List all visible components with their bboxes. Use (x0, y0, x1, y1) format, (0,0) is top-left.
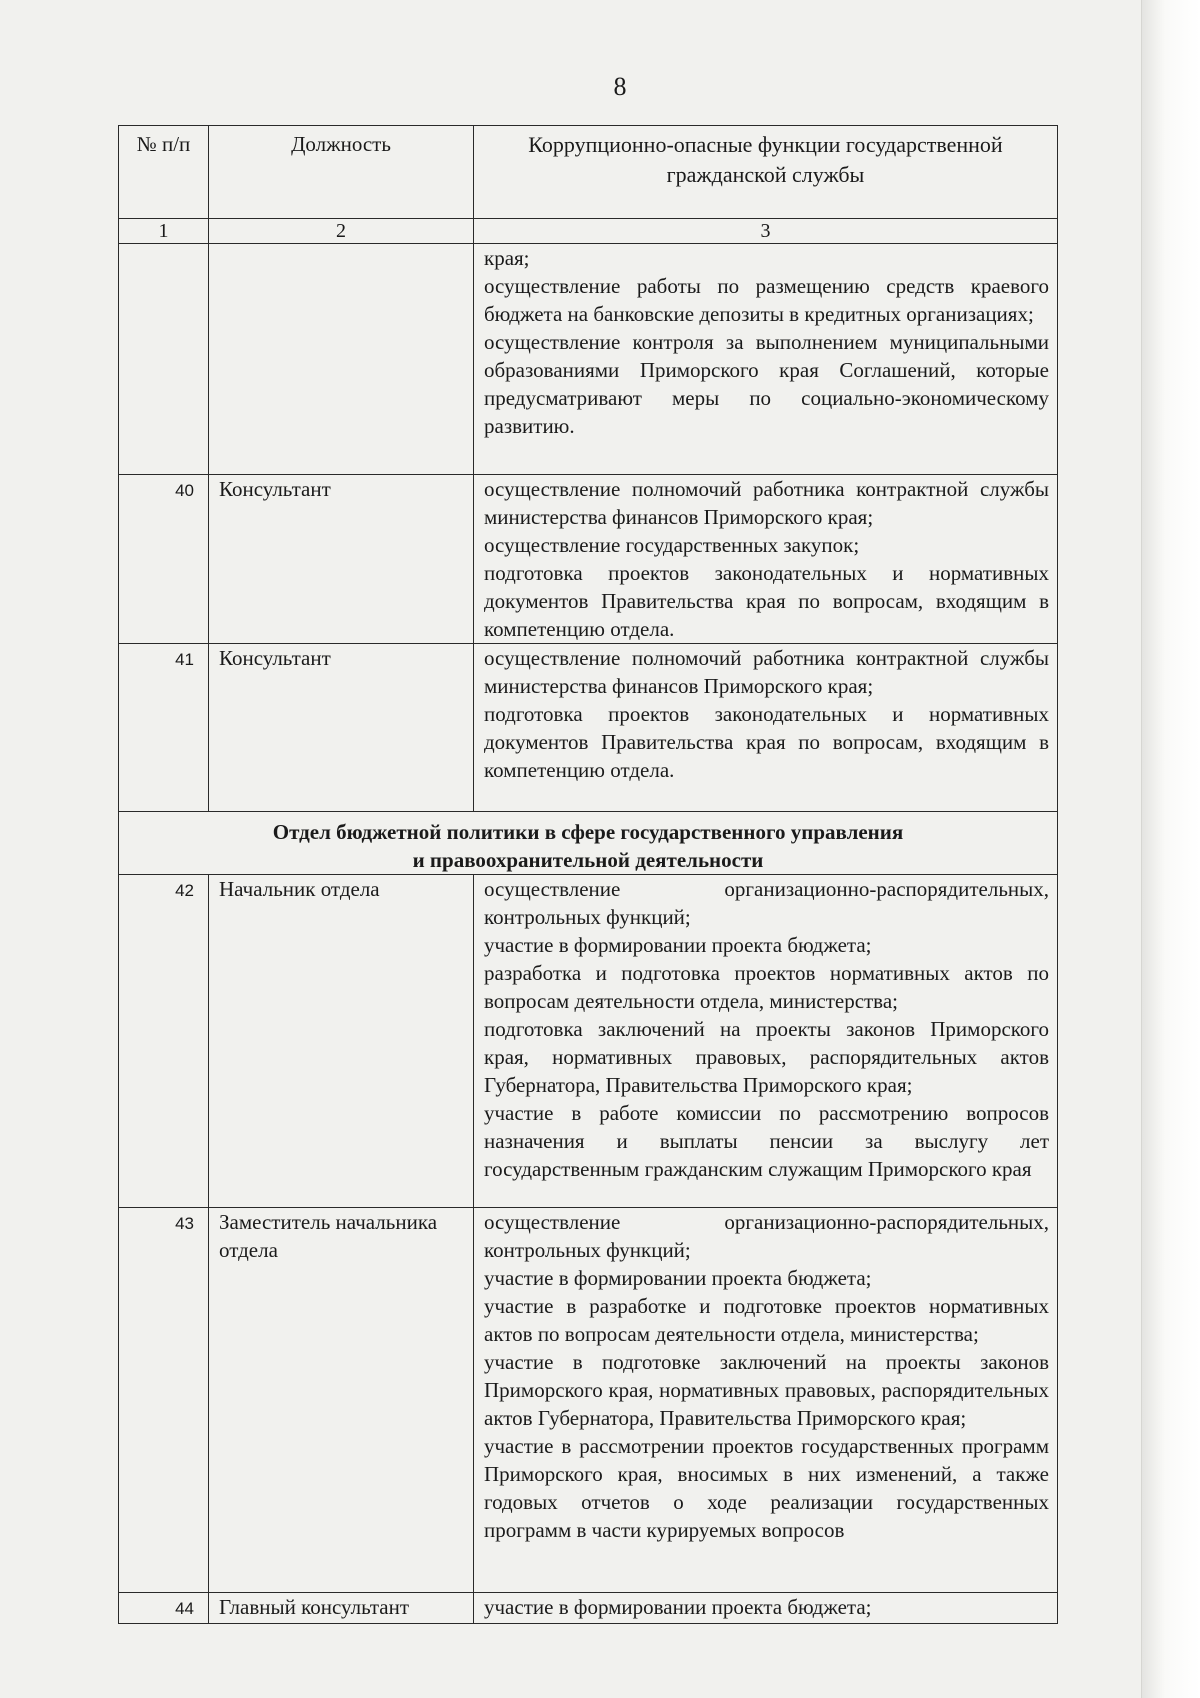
column-number-1: 1 (119, 219, 209, 244)
header-functions-line1: Коррупционно-опасные функции государственной (528, 132, 1003, 157)
function-item: участие в рассмотрении проектов государственных программ Приморского края, вносимых в них изменений, а также годовых отчетов о ходе реализации государственных программ в части курируемых вопросов (484, 1434, 1049, 1542)
row-functions (474, 1593, 1058, 1624)
function-item: участие в подготовке заключений на проекты законов Приморского края, нормативных правовых, распорядительных актов Губернатора, Правительства Приморского края; (484, 1350, 1049, 1430)
row-position: Главный консультант (209, 1593, 474, 1624)
row-num: 41 (119, 644, 209, 812)
table-row (119, 644, 1058, 812)
column-number-3: 3 (474, 219, 1058, 244)
header-functions (474, 126, 1058, 219)
row-functions (474, 875, 1058, 1208)
table-row (119, 875, 1058, 1208)
function-item: участие в формировании проекта бюджета; (484, 1595, 872, 1619)
table-row (119, 1593, 1058, 1624)
section-row (119, 812, 1058, 875)
function-item: осуществление организационно-распорядительных, контрольных функций; (484, 877, 1049, 929)
table-header-row (119, 126, 1058, 219)
function-item: участие в работе комиссии по рассмотрению вопросов назначения и выплаты пенсии за выслугу лет государственным гражданским служащим Приморского края (484, 1101, 1049, 1181)
row-num: 40 (119, 475, 209, 644)
row-position: Консультант (209, 644, 474, 812)
function-item: осуществление организационно-распорядительных, контрольных функций; (484, 1210, 1049, 1262)
row-num: 44 (119, 1593, 209, 1624)
row-num-empty (119, 244, 209, 475)
row-position: Консультант (209, 475, 474, 644)
function-item: осуществление работы по размещению средств краевого бюджета на банковские депозиты в кредитных организациях; (484, 274, 1049, 326)
header-position: Должность (209, 126, 474, 219)
column-number-2: 2 (209, 219, 474, 244)
function-item: участие в разработке и подготовке проектов нормативных актов по вопросам деятельности отдела, министерства; (484, 1294, 1049, 1346)
row-position: Заместитель начальника отдела (209, 1208, 474, 1593)
column-number-row (119, 219, 1058, 244)
function-item: осуществление полномочий работника контрактной службы министерства финансов Приморского края; (484, 477, 1049, 529)
page-edge-shadow (1141, 0, 1200, 1698)
row-position-empty (209, 244, 474, 475)
section-title-line1: Отдел бюджетной политики в сфере государственного управления (272, 820, 904, 844)
row-functions (474, 244, 1058, 475)
table-row (119, 475, 1058, 644)
table-row (119, 1208, 1058, 1593)
function-item: подготовка заключений на проекты законов Приморского края, нормативных правовых, распорядительных актов Губернатора, Правительства Приморского края; (484, 1017, 1049, 1097)
row-functions (474, 475, 1058, 644)
row-functions (474, 644, 1058, 812)
function-item: подготовка проектов законодательных и нормативных документов Правительства края по вопросам, входящим в компетенцию отдела. (484, 702, 1049, 782)
row-num: 43 (119, 1208, 209, 1593)
function-item: участие в формировании проекта бюджета; (484, 933, 872, 957)
row-position: Начальник отдела (209, 875, 474, 1208)
section-title (119, 812, 1058, 875)
header-functions-line2: гражданской службы (666, 162, 865, 187)
function-item: участие в формировании проекта бюджета; (484, 1266, 872, 1290)
function-item: осуществление полномочий работника контрактной службы министерства финансов Приморского края; (484, 646, 1049, 698)
corruption-functions-table (118, 125, 1058, 1624)
row-functions (474, 1208, 1058, 1593)
section-title-line2: и правоохранительной деятельности (412, 848, 764, 872)
function-item: осуществление государственных закупок; (484, 533, 860, 557)
table-row-continuation (119, 244, 1058, 475)
header-num: № п/п (119, 126, 209, 219)
function-item: края; (484, 246, 530, 270)
row-num: 42 (119, 875, 209, 1208)
function-item: разработка и подготовка проектов нормативных актов по вопросам деятельности отдела, министерства; (484, 961, 1049, 1013)
page-number: 8 (613, 72, 627, 101)
function-item: осуществление контроля за выполнением муниципальными образованиями Приморского края Соглашений, которые предусматривают меры по социально-экономическому развитию. (484, 330, 1049, 438)
function-item: подготовка проектов законодательных и нормативных документов Правительства края по вопросам, входящим в компетенцию отдела. (484, 561, 1049, 641)
